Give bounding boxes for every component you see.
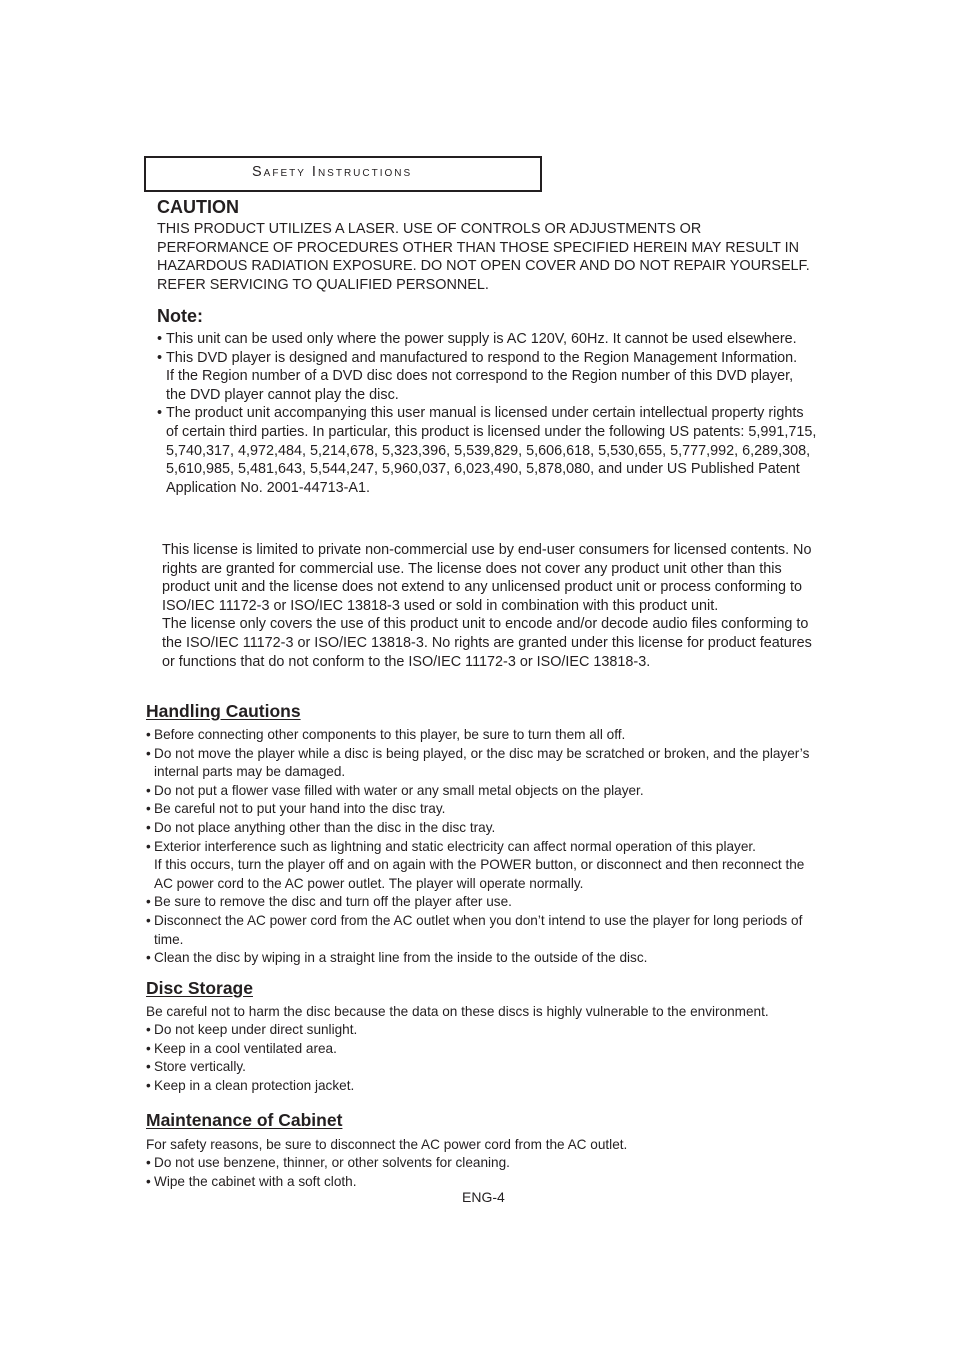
maintenance-heading: Maintenance of Cabinet [146,1110,343,1130]
list-item [157,404,817,497]
disc-storage-list [146,1021,816,1095]
disc-storage-heading: Disc Storage [146,978,253,998]
list-item-text: Be careful not to put your hand into the disc tray. [154,801,446,817]
list-item [146,745,816,782]
list-item-text: Exterior interference such as lightning and static electricity can affect normal operation of this player. [154,838,756,854]
list-item [146,838,816,894]
bullet-mark: • [157,331,163,347]
list-item-text: Be sure to remove the disc and turn off the player after use. [154,894,512,910]
bullet-mark: • [146,727,151,742]
list-item [146,782,816,801]
bullet-mark: • [146,912,151,928]
caution-section [157,196,817,294]
list-item-text: Do not put a flower vase filled with water or any small metal objects on the player. [154,782,644,798]
bullet-mark: • [146,1155,151,1170]
list-item [146,949,816,968]
disc-storage-intro: Be careful not to harm the disc because the data on these discs is highly vulnerable to the environment. [146,1004,769,1019]
list-item-text: The product unit accompanying this user manual is licensed under certain intellectual property rights of certain third parties. In particular, this product is licensed under the following US patents: 5,991,715, 5,740,317, 4,972,484, 5,214,678, 5,323,396, 5,539,829, 5,606,618, 5,530,655, 5,777,992, 6,289,308, 5,610,985, 5,481,643, 5,544,247, 5,960,037, 6,023,490, 5,878,080, and under US Published Patent Application No. 2001-44713-A1. [166,405,817,496]
list-item [146,819,816,838]
list-item [146,1021,816,1040]
bullet-mark: • [146,1059,151,1075]
list-item [146,893,816,912]
list-item-text: Keep in a cool ventilated area. [154,1040,337,1056]
list-item [157,349,817,405]
list-item [146,1077,816,1096]
bullet-mark: • [146,1077,151,1093]
list-item-text: Do not keep under direct sunlight. [154,1022,358,1037]
list-item [146,1058,816,1077]
list-item-text: Store vertically. [154,1059,246,1075]
note-section [157,305,817,497]
bullet-mark: • [146,1173,151,1189]
bullet-mark: • [146,819,151,835]
list-item [146,726,816,745]
handling-cautions-heading: Handling Cautions [146,701,301,721]
list-item-text: Wipe the cabinet with a soft cloth. [154,1173,357,1189]
list-item [146,800,816,819]
list-item-text: Clean the disc by wiping in a straight line from the inside to the outside of the disc. [154,950,648,966]
list-item [146,1154,816,1173]
handling-cautions-list [146,726,816,968]
list-item-text: This DVD player is designed and manufactured to respond to the Region Management Information. [166,349,798,366]
list-item-text: Disconnect the AC power cord from the AC outlet when you don’t intend to use the player for long periods of time. [154,912,803,947]
bullet-mark: • [146,745,151,761]
license-section [162,541,822,671]
maintenance-intro: For safety reasons, be sure to disconnect the AC power cord from the AC outlet. [146,1137,628,1152]
note-heading: Note: [157,306,203,326]
list-item-text: Before connecting other components to this player, be sure to turn them all off. [154,727,626,742]
bullet-mark: • [146,782,151,798]
list-item-extra-text: If the Region number of a DVD disc does not correspond to the Region number of this DVD player, the DVD player cannot play the disc. [166,368,794,403]
list-item-text: Keep in a clean protection jacket. [154,1077,355,1093]
caution-text: THIS PRODUCT UTILIZES A LASER. USE OF CONTROLS OR ADJUSTMENTS OR PERFORMANCE OF PROCEDURES OTHER THAN THOSE SPECIFIED HEREIN MAY RESULT IN HAZARDOUS RADIATION EXPOSURE. DO NOT OPEN COVER AND DO NOT REPAIR YOURSELF. REFER SERVICING TO QUALIFIED PERSONNEL. [157,221,810,293]
list-item [157,330,817,349]
list-item-extra-text: If this occurs, turn the player off and on again with the POWER button, or disconnect and then reconnect the AC power cord to the AC power outlet. The player will operate normally. [154,857,805,891]
bullet-mark: • [146,894,151,910]
list-item-text: Do not use benzene, thinner, or other solvents for cleaning. [154,1155,510,1170]
bullet-mark: • [157,405,163,422]
license-paragraph-2: The license only covers the use of this product unit to encode and/or decode audio files conforming to the ISO/IEC 11172-3 or ISO/IEC 13818-3. No rights are granted under this license for product features or functions that do not conform to the ISO/IEC 11172-3 or ISO/IEC 13818-3. [162,616,812,670]
note-list [157,330,817,497]
caution-heading: CAUTION [157,197,239,217]
bullet-mark: • [146,950,151,966]
maintenance-list [146,1154,816,1191]
list-item [146,1040,816,1059]
list-item-text: Do not place anything other than the disc in the disc tray. [154,819,496,835]
list-item-text: This unit can be used only where the power supply is AC 120V, 60Hz. It cannot be used elsewhere. [166,331,797,347]
section-header-box [144,156,542,192]
section-header-title: Safety Instructions [252,164,413,180]
list-item [146,912,816,949]
list-item-text: Do not move the player while a disc is being played, or the disc may be scratched or broken, and the player’s internal parts may be damaged. [154,745,810,780]
bullet-mark: • [146,1040,151,1056]
bullet-mark: • [146,838,151,854]
bullet-mark: • [146,1022,151,1037]
bullet-mark: • [146,801,151,817]
bullet-mark: • [157,349,163,366]
license-paragraph-1: This license is limited to private non-commercial use by end-user consumers for licensed contents. No rights are granted for commercial use. The license does not cover any product unit other than this product unit and the license does not extend to any unlicensed product unit or process conforming to ISO/IEC 11172-3 or ISO/IEC 13818-3 used or sold in combination with this product unit. [162,542,812,614]
page-number: ENG-4 [462,1189,505,1205]
